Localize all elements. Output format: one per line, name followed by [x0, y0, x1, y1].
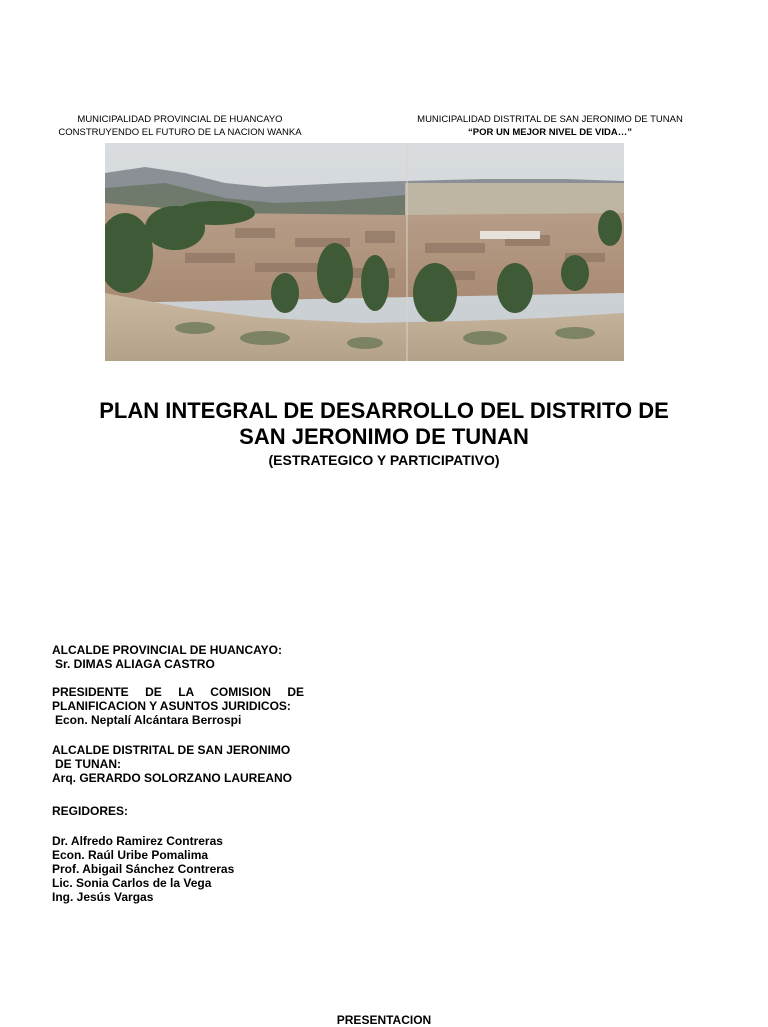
councillor-item: Dr. Alfredo Ramirez Contreras	[52, 834, 223, 848]
provincial-mayor-name: Sr. DIMAS ALIAGA CASTRO	[55, 657, 215, 671]
commission-label-line-1: PRESIDENTE DE LA COMISION DE	[52, 685, 304, 699]
commission-president-name: Econ. Neptalí Alcántara Berrospi	[55, 713, 242, 727]
district-mayor-label-line-2: DE TUNAN:	[55, 757, 121, 771]
councillor-item: Econ. Raúl Uribe Pomalima	[52, 848, 209, 862]
councillors-heading: REGIDORES:	[52, 804, 129, 818]
district-mayor-label-line-1: ALCALDE DISTRITAL DE SAN JERONIMO	[52, 743, 291, 757]
document-subtitle: (ESTRATEGICO Y PARTICIPATIVO)	[268, 452, 500, 468]
provincial-mayor-label: ALCALDE PROVINCIAL DE HUANCAYO:	[52, 643, 283, 657]
councillor-item: Prof. Abigail Sánchez Contreras	[52, 862, 235, 876]
district-mayor-name: Arq. GERARDO SOLORZANO LAUREANO	[52, 771, 292, 785]
town-panorama-photo	[105, 143, 624, 361]
title-line-2: SAN JERONIMO DE TUNAN	[239, 424, 529, 449]
document-title	[40, 398, 728, 450]
district-municipality-name: MUNICIPALIDAD DISTRITAL DE SAN JERONIMO DE TUNAN	[417, 114, 683, 125]
title-line-1: PLAN INTEGRAL DE DESARROLLO DEL DISTRITO DE	[99, 398, 669, 423]
provincial-mayor-block	[52, 643, 304, 671]
commission-president-block	[52, 685, 304, 727]
district-motto: “POR UN MEJOR NIVEL DE VIDA…”	[468, 127, 632, 138]
district-mayor-block	[52, 743, 304, 785]
councillors-list	[52, 834, 304, 904]
provincial-header	[40, 113, 320, 139]
councillor-item: Lic. Sonia Carlos de la Vega	[52, 876, 212, 890]
provincial-motto: CONSTRUYENDO EL FUTURO DE LA NACION WANKA	[58, 127, 302, 138]
provincial-municipality-name: MUNICIPALIDAD PROVINCIAL DE HUANCAYO	[77, 114, 283, 125]
councillor-item: Ing. Jesús Vargas	[52, 890, 154, 904]
presentacion-heading: PRESENTACION	[336, 1013, 432, 1027]
commission-label-line-2: PLANIFICACION Y ASUNTOS JURIDICOS:	[52, 699, 291, 713]
district-header	[400, 113, 700, 139]
